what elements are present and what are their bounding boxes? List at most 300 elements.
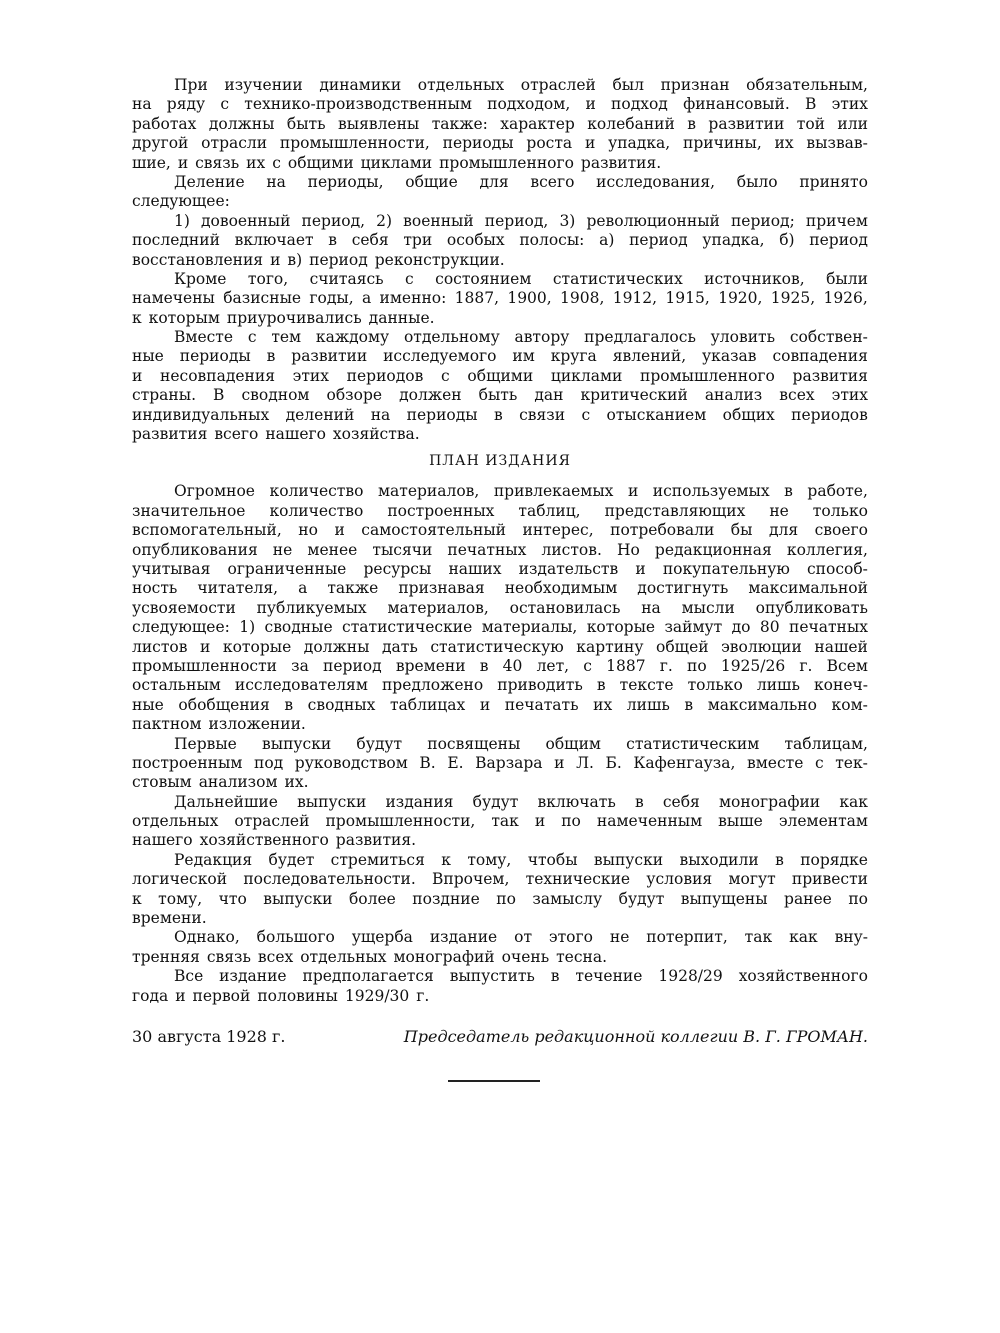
word: изложении. [208, 715, 306, 734]
word: опубликовать [755, 598, 868, 617]
word: редакционная [654, 540, 772, 559]
word: эволюции [721, 637, 802, 656]
word: своего [814, 521, 868, 540]
word: циклами [550, 366, 623, 385]
word: используемых [652, 482, 770, 501]
word: тому, [158, 889, 203, 908]
text-line [132, 793, 868, 812]
word: ность [132, 579, 178, 598]
word: и [584, 134, 596, 153]
word: индивидуальных [132, 405, 270, 424]
word: до [731, 618, 751, 637]
word: всех [779, 386, 815, 405]
word: руководством [294, 753, 408, 772]
word: сводном [241, 386, 310, 405]
word: тренняя [132, 947, 200, 966]
word: Первые [174, 734, 237, 753]
word: займут [664, 618, 723, 637]
word: коллегия, [786, 540, 868, 559]
word: максимальной [748, 579, 868, 598]
word: стремиться [330, 850, 425, 869]
word: не [609, 928, 630, 947]
word: несовпадения [160, 366, 275, 385]
word: Л. [576, 753, 594, 772]
word: а) [599, 231, 615, 250]
word: статистических [552, 269, 683, 288]
word: менее [307, 540, 358, 559]
word: быть [478, 386, 518, 405]
word: нашей [814, 637, 868, 656]
paragraph [132, 793, 868, 851]
word: ущерба [351, 928, 413, 947]
word: количество [269, 482, 364, 501]
text-line [132, 773, 868, 792]
word: выходили [679, 850, 759, 869]
word: лишь [626, 695, 670, 714]
word: период [309, 250, 368, 269]
word: ранее [784, 889, 832, 908]
word: к [441, 850, 451, 869]
word: также: [431, 114, 488, 133]
word: хозяйственного [199, 831, 329, 850]
word: в [550, 967, 560, 986]
paragraph [132, 328, 868, 444]
text-line [132, 134, 868, 153]
text-line [132, 309, 868, 328]
word: будут [472, 792, 519, 811]
word: восстановления [132, 250, 264, 269]
word: не [272, 540, 293, 559]
word: более [348, 889, 396, 908]
word: 1) [174, 211, 190, 230]
word: этих [292, 366, 329, 385]
word: нашего [265, 425, 326, 444]
word: быть [286, 114, 326, 133]
word: их [246, 153, 266, 172]
word: В [805, 95, 817, 114]
word: по [496, 889, 516, 908]
word: исследуемого [383, 347, 497, 366]
text-line [132, 95, 868, 114]
word: публикуемых [256, 598, 367, 617]
word: 1887 [606, 656, 646, 675]
word: финансовый. [683, 95, 790, 114]
word: элементам [778, 812, 868, 831]
paragraph [132, 928, 868, 967]
text-line [132, 328, 868, 347]
word: в [684, 695, 694, 714]
word: подход [611, 95, 668, 114]
word: с [581, 405, 591, 424]
word: статистические [342, 618, 473, 637]
word: хозяйственного [738, 967, 868, 986]
word: всех [257, 947, 294, 966]
word: промышленного [439, 153, 574, 172]
word: развития. [335, 831, 417, 850]
word: критический [580, 386, 688, 405]
word: нашего [132, 831, 193, 850]
word: будут [356, 734, 403, 753]
text-line [132, 638, 868, 657]
document-date: 30 августа 1928 г. [132, 1026, 286, 1046]
word: поздние [412, 889, 480, 908]
word: привлекаемых [493, 482, 614, 501]
word: этих [831, 386, 868, 405]
closing-rule [448, 1080, 540, 1082]
word: было [736, 172, 778, 191]
word: издательств [518, 559, 619, 578]
word: печатать [504, 695, 579, 714]
word: а [361, 289, 372, 308]
word: количество [269, 501, 364, 520]
word: Однако, [174, 928, 240, 947]
word: в [266, 347, 276, 366]
word: чтобы [527, 850, 578, 869]
word: их. [284, 773, 309, 792]
word: картину [576, 637, 644, 656]
word: вызвав- [806, 134, 868, 153]
word: намеченным [596, 812, 703, 831]
word: Впрочем, [432, 870, 510, 889]
word: значительное [132, 501, 246, 520]
text-line [132, 406, 868, 425]
word: в [596, 676, 606, 695]
word: под [253, 753, 284, 772]
word: собствен- [789, 328, 868, 347]
word: ные [132, 347, 164, 366]
word: учитывая [132, 559, 211, 578]
word: им [512, 347, 535, 366]
chairman-signature: Председатель редакционной коллегии В. Г. ГРОМАН. [403, 1026, 868, 1046]
word: отдельных [132, 812, 219, 831]
word: 3) [559, 211, 576, 230]
word: данные. [368, 308, 435, 327]
word: признан [660, 76, 730, 94]
word: построенных [387, 501, 495, 520]
word: Деление [174, 172, 245, 191]
word: полосы: [519, 231, 585, 250]
word: а [298, 579, 308, 598]
word: развитии [291, 347, 368, 366]
word: отраслей [520, 76, 596, 94]
word: период; [730, 211, 795, 230]
word: остальным [132, 676, 221, 695]
text-line [132, 76, 868, 95]
word: необходимым [504, 579, 618, 598]
word: в [784, 482, 793, 501]
word: общей [656, 637, 709, 656]
word: и [554, 753, 565, 772]
word: которые [222, 637, 292, 656]
word: от [514, 928, 533, 947]
word: общими [467, 366, 534, 385]
word: Редакция [174, 850, 253, 869]
word: лет, [536, 656, 570, 675]
word: вспомогательный, [132, 521, 282, 540]
word: этого [548, 928, 593, 947]
word: отдельных [417, 76, 505, 94]
word: времени. [132, 909, 207, 928]
word: таблицах [389, 695, 466, 714]
word: источников, [704, 269, 805, 288]
word: и [534, 812, 546, 831]
word: промышленности [132, 656, 277, 675]
word: общих [722, 405, 775, 424]
word: и [334, 521, 345, 540]
word: не [769, 501, 789, 520]
word: дать [381, 637, 418, 656]
word: в [479, 656, 489, 675]
word: обзоре [326, 386, 383, 405]
text-line [132, 231, 868, 250]
word: выпуски [262, 734, 332, 753]
document-body [132, 76, 868, 1047]
word: тек- [835, 753, 868, 772]
word: посвящены [427, 734, 521, 753]
word: 1925/26 [720, 656, 786, 675]
word: с [247, 328, 257, 347]
word: тому, [467, 850, 512, 869]
word: предлагалось [584, 328, 696, 347]
word: причины, [682, 134, 762, 153]
text-line [132, 890, 868, 909]
word: материалы, [481, 618, 578, 637]
word: работе, [807, 482, 868, 501]
word: следующее: [132, 618, 230, 637]
word: вну- [834, 928, 868, 947]
word: по [848, 889, 868, 908]
word: первой [192, 986, 251, 1005]
word: анализ [704, 386, 763, 405]
word: замыслу [532, 889, 603, 908]
word: годы, [309, 289, 354, 308]
word: большого [256, 928, 335, 947]
word: в [284, 695, 294, 714]
word: печатных [788, 618, 868, 637]
word: 2) [376, 211, 393, 230]
word: потерпит, [646, 928, 728, 947]
word: так [491, 812, 519, 831]
word: развития [132, 425, 208, 444]
word: страны. [132, 386, 197, 405]
word: себя [351, 231, 389, 250]
word: опубликования [132, 540, 258, 559]
word: и [175, 986, 186, 1005]
text-line [132, 521, 868, 540]
plan-section [132, 482, 868, 1006]
word: с [441, 366, 450, 385]
text-line [132, 367, 868, 386]
word: конеч- [813, 676, 868, 695]
word: как [789, 928, 818, 947]
word: в [687, 114, 696, 133]
word: технические [525, 870, 631, 889]
word: выпуски [297, 792, 367, 811]
word: указав [702, 347, 757, 366]
word: пактном [132, 715, 202, 734]
word: и [635, 559, 646, 578]
word: в [328, 231, 338, 250]
word: совпадения [772, 347, 868, 366]
word: и [200, 637, 211, 656]
word: предполагается [302, 967, 434, 986]
word: общими [287, 153, 354, 172]
word: б) [779, 231, 795, 250]
word: способ- [806, 559, 868, 578]
text-line [132, 851, 868, 870]
word: очень [501, 947, 550, 966]
word: 80 [759, 618, 780, 637]
word: периодов [791, 405, 868, 424]
word: выпустить [449, 967, 535, 986]
text-line [132, 948, 868, 967]
word: вместе [746, 753, 804, 772]
section-heading: ПЛАН ИЗДАНИЯ [429, 453, 571, 470]
word: выпуски [593, 850, 664, 869]
text-line [132, 696, 868, 715]
text-line [132, 676, 868, 695]
word: подходом, [487, 95, 571, 114]
word: также [327, 579, 379, 598]
text-line [132, 482, 868, 501]
word: 1915, [665, 289, 710, 308]
word: привести [791, 870, 868, 889]
word: по [686, 656, 707, 675]
word: промышленного [640, 366, 775, 385]
text-line [132, 212, 868, 231]
word: себя [662, 792, 700, 811]
word: включает [234, 231, 314, 250]
paragraph [132, 851, 868, 929]
text-line [132, 560, 868, 579]
word: 1887, [454, 289, 500, 308]
word: всего [530, 172, 575, 191]
word: материалов, [377, 482, 480, 501]
word: Всем [826, 656, 868, 675]
word: следующее: [132, 192, 230, 211]
word: выпущены [680, 889, 768, 908]
word: наших [448, 559, 502, 578]
word: выше [718, 812, 763, 831]
word: на [641, 598, 661, 617]
word: выявлены [338, 114, 420, 133]
word: автору [514, 328, 570, 347]
word: и [479, 695, 491, 714]
word: и [177, 153, 189, 172]
word: упадка, [702, 231, 765, 250]
word: приводить [497, 676, 583, 695]
word: При [174, 76, 208, 94]
word: логической [132, 870, 228, 889]
paragraph [132, 173, 868, 212]
word: времени [395, 656, 466, 675]
word: листов [132, 637, 188, 656]
word: отраслей [234, 812, 310, 831]
text-line [132, 735, 868, 754]
word: по [561, 812, 581, 831]
word: с [583, 656, 592, 675]
word: с [272, 153, 281, 172]
word: исследователям [234, 676, 368, 695]
word: того, [247, 269, 289, 288]
word: на [266, 172, 286, 191]
signature-line [132, 1027, 868, 1047]
word: уловить [710, 328, 776, 347]
word: довоенный [201, 211, 291, 230]
text-line [132, 115, 868, 134]
word: признавая [398, 579, 485, 598]
word: приурочивались [226, 308, 362, 327]
word: причем [805, 211, 868, 230]
word: должны [208, 114, 275, 133]
word: максимально [707, 695, 817, 714]
word: периоды [179, 347, 251, 366]
word: хозяйства. [332, 425, 420, 444]
word: издание [429, 928, 498, 947]
text-line [132, 289, 868, 308]
word: должен [399, 386, 462, 405]
word: ресурсы [363, 559, 432, 578]
word: или [837, 114, 868, 133]
word: развития [792, 366, 868, 385]
text-line [132, 154, 868, 173]
word: к [132, 889, 142, 908]
word: промышленности, [325, 812, 476, 831]
word: половины [257, 986, 338, 1005]
word: был [612, 76, 644, 94]
text-line [132, 967, 868, 986]
word: были [826, 269, 868, 288]
word: последний [132, 231, 220, 250]
word: г. [416, 986, 430, 1005]
word: Кроме [174, 269, 227, 288]
word: тысячи [372, 540, 433, 559]
word: этих [831, 95, 868, 114]
paragraph [132, 735, 868, 793]
word: стовым [132, 773, 192, 792]
word: для [479, 172, 509, 191]
text-line [132, 270, 868, 289]
word: развития. [580, 153, 662, 172]
word: так [744, 928, 773, 947]
word: в) [287, 250, 303, 269]
text-line [132, 192, 868, 211]
word: обязательным, [746, 76, 868, 94]
word: будет [268, 850, 315, 869]
word: тексте [619, 676, 674, 695]
word: издания [385, 792, 454, 811]
word: Все [174, 967, 204, 986]
word: период [629, 231, 688, 250]
text-line [132, 599, 868, 618]
word: периодов [346, 366, 424, 385]
text-line [132, 715, 868, 734]
word: с [405, 269, 414, 288]
word: материалов, [387, 598, 489, 617]
word: за [291, 656, 309, 675]
word: 1900, [507, 289, 552, 308]
text-line [132, 657, 868, 676]
text-line [132, 928, 868, 947]
text-line [132, 754, 868, 773]
text-line [132, 502, 868, 521]
word: остановилась [509, 598, 621, 617]
word: период, [484, 211, 549, 230]
word: Варзара [475, 753, 543, 772]
word: будут [618, 889, 665, 908]
word: 1925, [770, 289, 816, 308]
word: ком- [831, 695, 868, 714]
